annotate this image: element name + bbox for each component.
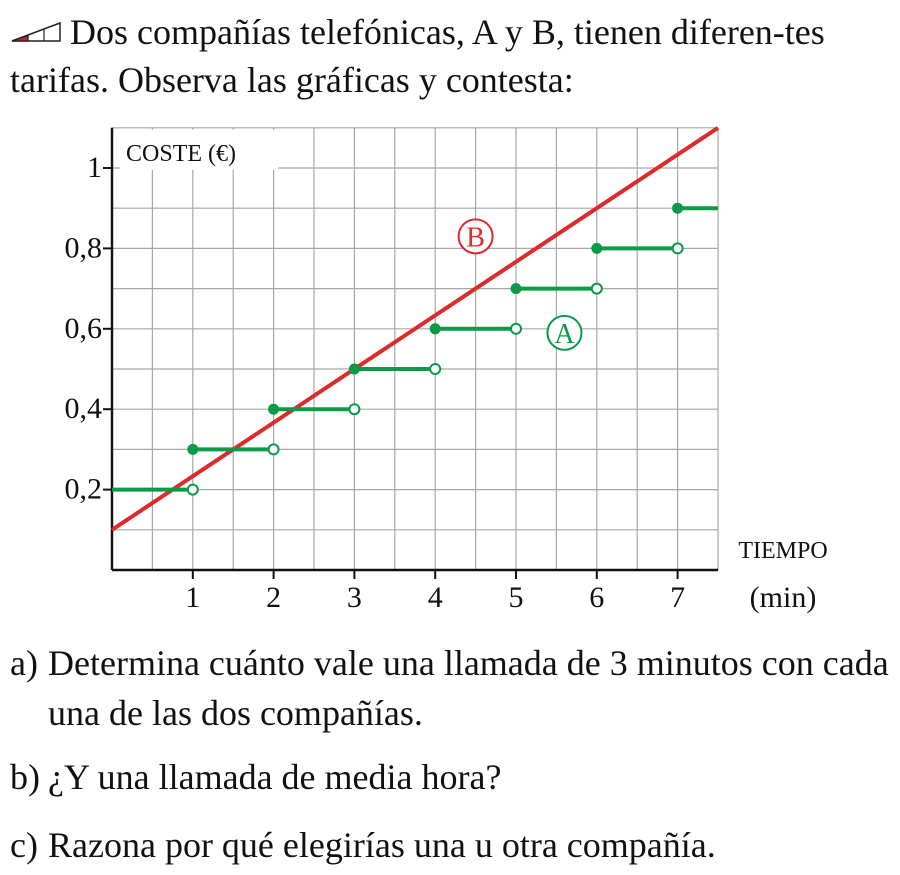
x-tick-label: 1 [185, 581, 201, 614]
series-a-open-point [349, 404, 359, 414]
series-a-closed-point [349, 364, 360, 375]
x-tick-label: 7 [670, 581, 686, 614]
series-a-closed-point [268, 404, 279, 415]
series-b-label: B [466, 222, 485, 254]
series-a-closed-point [430, 323, 441, 334]
y-tick-label: 0,6 [64, 311, 102, 345]
y-axis-label: COSTE (€) [126, 140, 236, 167]
intro-text: Dos compañías telefónicas, A y B, tienen diferen-tes tarifas. Observa las gráficas y contesta: [10, 12, 825, 100]
x-tick-label: 6 [589, 581, 605, 614]
question-a [10, 638, 890, 738]
x-axis-label: TIEMPO [738, 538, 828, 564]
series-a-open-point [511, 324, 521, 334]
y-tick-label: 1 [87, 151, 102, 184]
question-text: ¿Y una llamada de media hora? [48, 757, 502, 797]
series-a-open-point [430, 364, 440, 374]
question-letter: a) [10, 643, 38, 683]
x-tick-label: 2 [266, 581, 282, 614]
problem-statement [10, 8, 890, 104]
y-tick-label: 0,8 [64, 231, 102, 265]
chart-axes [65, 128, 828, 614]
series-a-open-point [188, 485, 198, 495]
question-c [10, 820, 890, 870]
series-a-label: A [554, 318, 575, 350]
series-a-closed-point [672, 203, 683, 214]
series-a-open-point [592, 284, 602, 294]
y-tick-label: 0,2 [64, 472, 102, 506]
question-letter: c) [10, 825, 38, 865]
x-tick-label: 5 [508, 581, 524, 614]
x-tick-label: 4 [427, 581, 443, 614]
x-axis-unit: (min) [749, 581, 817, 614]
cost-chart [0, 110, 900, 620]
y-tick-label: 0,4 [64, 392, 102, 426]
series-a-open-point [269, 444, 279, 454]
question-text: Razona por qué elegirías una u otra compañía. [48, 825, 716, 865]
question-letter: b) [10, 757, 40, 797]
series-a-closed-point [511, 283, 522, 294]
series-a [112, 203, 718, 495]
questions-list [10, 638, 890, 870]
series-a-closed-point [591, 243, 602, 254]
series-a-closed-point [187, 444, 198, 455]
question-text: Determina cuánto vale una llamada de 3 minutos con cada una de las dos compañías. [48, 643, 889, 733]
chart-grid [112, 128, 718, 570]
question-b [10, 752, 890, 802]
x-tick-label: 3 [346, 581, 362, 614]
series-a-open-point [673, 243, 683, 253]
difficulty-level-icon [10, 21, 62, 43]
